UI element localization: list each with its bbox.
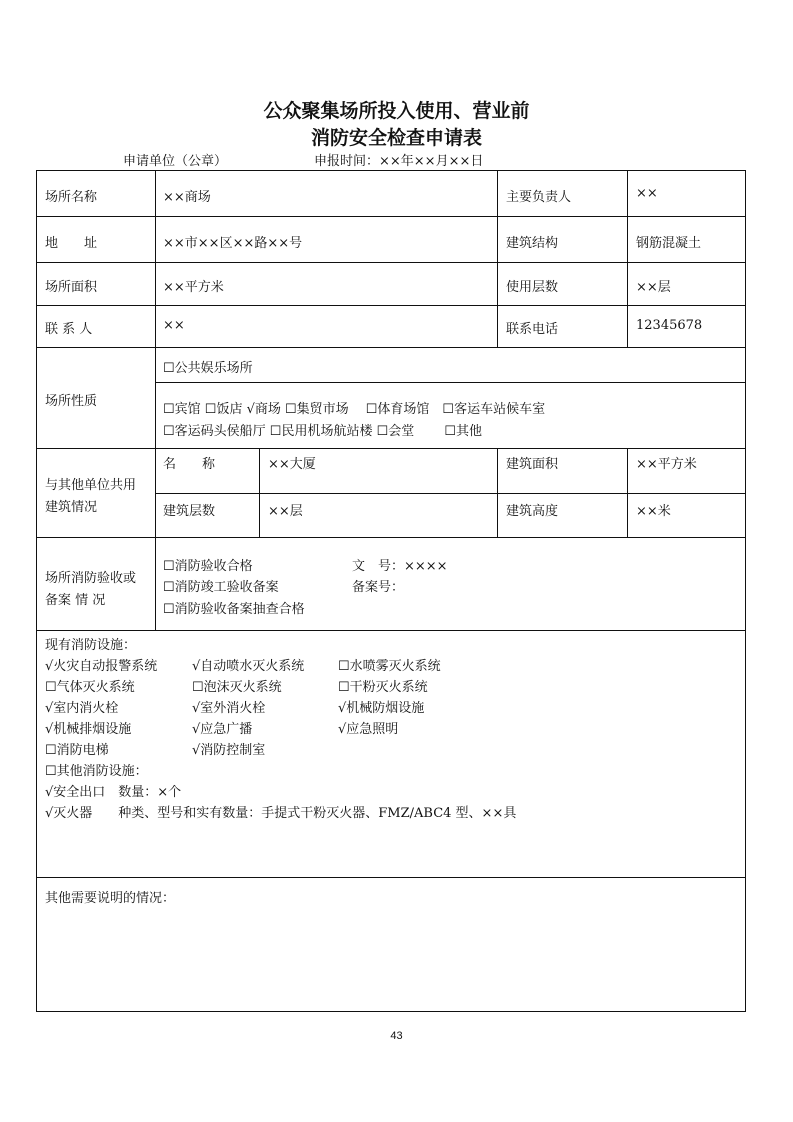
shared-building-label-line1: 与其他单位共用	[45, 478, 137, 493]
shared-area-value: ××平方米	[636, 457, 697, 472]
facility-extinguishers[interactable]: √灭火器 种类、型号和实有数量：手提式干粉灭火器、FMZ/ABC4 型、××具	[45, 806, 517, 821]
shared-height-value: ××米	[636, 504, 671, 519]
floors-value: ××层	[636, 280, 671, 295]
form-title-line1: 公众聚集场所投入使用、营业前	[263, 100, 530, 122]
facility-fire-alarm[interactable]: √火灾自动报警系统	[45, 659, 158, 674]
address-value: ××市××区××路××号	[163, 236, 303, 251]
floors-label: 使用层数	[506, 280, 559, 295]
shared-name-value: ××大厦	[268, 457, 316, 472]
acceptance-option-spotcheck[interactable]: ☐消防验收备案抽查合格	[163, 602, 305, 617]
address-label: 地 址	[45, 236, 98, 251]
shared-floors-value: ××层	[268, 504, 303, 519]
area-value: ××平方米	[163, 280, 224, 295]
shared-building-label-line2: 建筑情况	[45, 500, 98, 515]
report-time: 申报时间：××年××月××日	[314, 154, 484, 169]
applicant-label: 申请单位（公章）	[123, 154, 228, 169]
page-number: 43	[390, 1030, 403, 1042]
acceptance-label-line2: 备案 情 况	[45, 593, 106, 608]
venue-name-value: ××商场	[163, 190, 211, 205]
other-notes-label: 其他需要说明的情况：	[45, 891, 176, 906]
venue-nature-option-line1[interactable]: ☐公共娱乐场所	[163, 361, 253, 376]
facility-foam-extinguishing[interactable]: ☐泡沫灭火系统	[192, 680, 282, 695]
facility-control-room[interactable]: √消防控制室	[192, 743, 266, 758]
facility-sprinkler[interactable]: √自动喷水灭火系统	[192, 659, 305, 674]
shared-floors-label: 建筑层数	[163, 504, 216, 519]
structure-value: 钢筋混凝土	[636, 236, 702, 251]
shared-area-label: 建筑面积	[506, 457, 559, 472]
acceptance-doc-number: 文 号：××××	[352, 559, 448, 574]
facility-dry-powder[interactable]: ☐干粉灭火系统	[338, 680, 428, 695]
acceptance-option-passed[interactable]: ☐消防验收合格	[163, 559, 253, 574]
facility-indoor-hydrant[interactable]: √室内消火栓	[45, 701, 119, 716]
facility-fire-elevator[interactable]: ☐消防电梯	[45, 743, 109, 758]
facility-emergency-lighting[interactable]: √应急照明	[338, 722, 399, 737]
venue-nature-option-line2[interactable]: ☐宾馆 ☐饭店 √商场 ☐集贸市场 ☐体育场馆 ☐客运车站候车室	[163, 402, 546, 417]
facility-water-mist[interactable]: ☐水喷雾灭火系统	[338, 659, 441, 674]
acceptance-option-recorded[interactable]: ☐消防竣工验收备案	[163, 580, 279, 595]
area-label: 场所面积	[45, 280, 98, 295]
contact-label: 联 系 人	[45, 322, 93, 337]
acceptance-record-number: 备案号：	[352, 580, 405, 595]
venue-name-label: 场所名称	[45, 190, 98, 205]
facility-smoke-exhaust[interactable]: √机械排烟设施	[45, 722, 132, 737]
facilities-heading: 现有消防设施：	[45, 638, 137, 653]
facility-smoke-control[interactable]: √机械防烟设施	[338, 701, 425, 716]
acceptance-label-line1: 场所消防验收或	[45, 571, 137, 586]
facility-other[interactable]: ☐其他消防设施：	[45, 764, 148, 779]
form-title-line2: 消防安全检查申请表	[310, 127, 482, 149]
facility-emergency-broadcast[interactable]: √应急广播	[192, 722, 253, 737]
facility-outdoor-hydrant[interactable]: √室外消火栓	[192, 701, 266, 716]
shared-height-label: 建筑高度	[506, 504, 559, 519]
facility-gas-extinguishing[interactable]: ☐气体灭火系统	[45, 680, 135, 695]
phone-value: 12345678	[636, 318, 703, 333]
principal-label: 主要负责人	[506, 190, 572, 205]
structure-label: 建筑结构	[506, 236, 559, 251]
principal-value: ××	[636, 186, 658, 201]
venue-nature-label: 场所性质	[45, 394, 98, 409]
venue-nature-option-line3[interactable]: ☐客运码头侯船厅 ☐民用机场航站楼 ☐会堂 ☐其他	[163, 424, 483, 439]
contact-value: ××	[163, 318, 185, 333]
phone-label: 联系电话	[506, 322, 559, 337]
shared-name-label: 名 称	[163, 457, 216, 472]
facility-safety-exits[interactable]: √安全出口 数量：×个	[45, 785, 182, 800]
